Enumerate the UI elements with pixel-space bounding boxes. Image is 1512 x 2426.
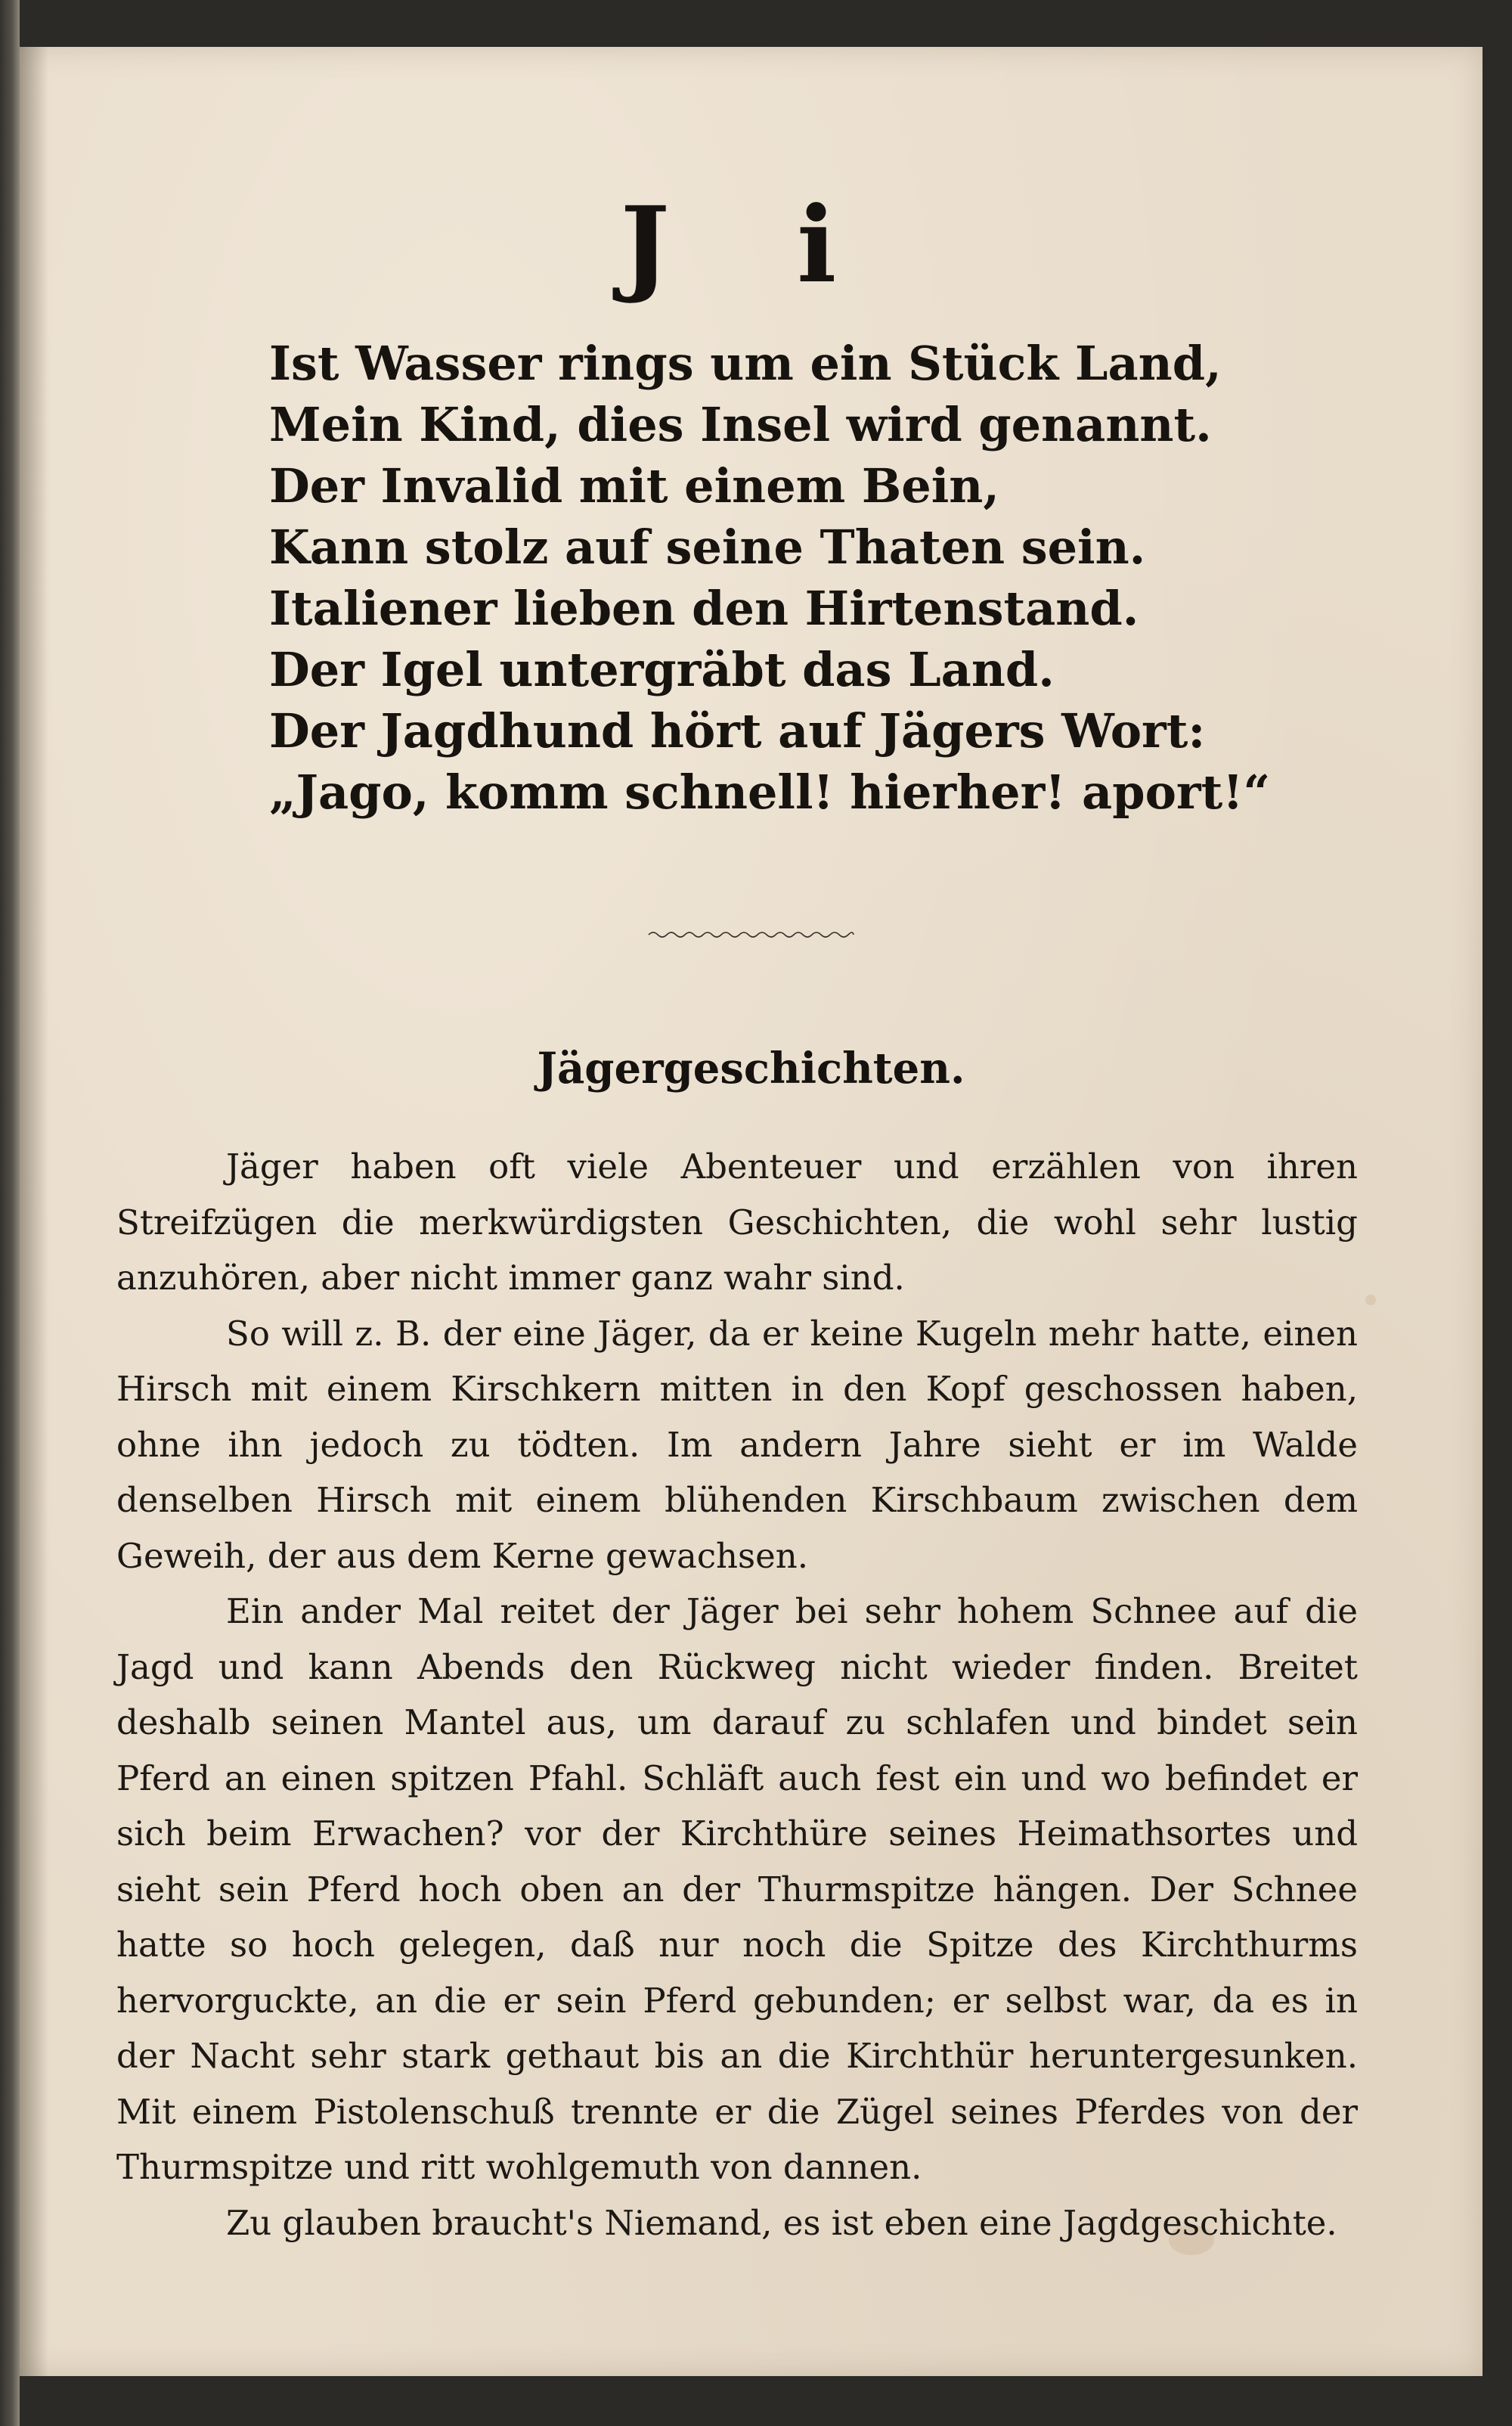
poem-line: Der Igel untergräbt das Land.: [269, 642, 1055, 697]
paragraph: So will z. B. der eine Jäger, da er keine Kugeln mehr hatte, einen Hirsch mit einem Kirschkern mitten in den Kopf geschossen haben, ohne ihn jedoch zu tödten. Im andern Jahre sieht er im Walde denselben Hirsch mit einem blühenden Kirschbaum zwischen dem Geweih, der aus dem Kerne gewachsen.: [116, 1313, 1358, 1576]
poem-line: Der Invalid mit einem Bein,: [269, 458, 999, 513]
ornamental-divider: [647, 927, 855, 942]
poem-line: Mein Kind, dies Insel wird genannt.: [269, 397, 1212, 452]
paragraph: Jäger haben oft viele Abenteuer und erzählen von ihren Streifzügen die merkwürdigsten Geschichten, die wohl sehr lustig anzuhören, aber nicht immer ganz wahr sind.: [116, 1146, 1358, 1298]
alphabet-poem: [269, 333, 1328, 823]
poem-line: Kann stolz auf seine Thaten sein.: [269, 520, 1146, 575]
story-text: [116, 1139, 1358, 2251]
poem-line: Der Jagdhund hört auf Jägers Wort:: [269, 703, 1206, 759]
paragraph: Ein ander Mal reitet der Jäger bei sehr hohem Schnee auf die Jagd und kann Abends den Rückweg nicht wieder finden. Breitet deshalb seinen Mantel aus, um darauf zu schlafen und bindet sein Pferd an einen spitzen Pfahl. Schläft auch fest ein und wo befindet er sich beim Erwachen? vor der Kirchthüre seines Heimathsortes und sieht sein Pferd hoch oben an der Thurmspitze hängen. Der Schnee hatte so hoch gelegen, daß nur noch die Spitze des Kirchthurms hervorguckte, an die er sein Pferd gebunden; er selbst war, da es in der Nacht sehr stark gethaut bis an die Kirchthür heruntergesunken. Mit einem Pistolenschuß trennte er die Zügel seines Pferdes von der Thurmspitze und ritt wohlgemuth von dannen.: [116, 1591, 1358, 2187]
paper-stain: [1365, 1295, 1376, 1305]
paragraph: Zu glauben braucht's Niemand, es ist eben eine Jagdgeschichte.: [226, 2202, 1337, 2243]
section-title: Jägergeschichten.: [537, 1044, 965, 1094]
book-page: [20, 47, 1483, 2376]
poem-line: „Jago, komm schnell! hierher! aport!“: [269, 765, 1271, 820]
chapter-letter-heading: J i: [620, 183, 882, 306]
page-gutter-shadow: [20, 47, 48, 2376]
poem-line: Ist Wasser rings um ein Stück Land,: [269, 336, 1222, 391]
poem-line: Italiener lieben den Hirtenstand.: [269, 581, 1139, 636]
book-spine-edge: [0, 0, 20, 2426]
